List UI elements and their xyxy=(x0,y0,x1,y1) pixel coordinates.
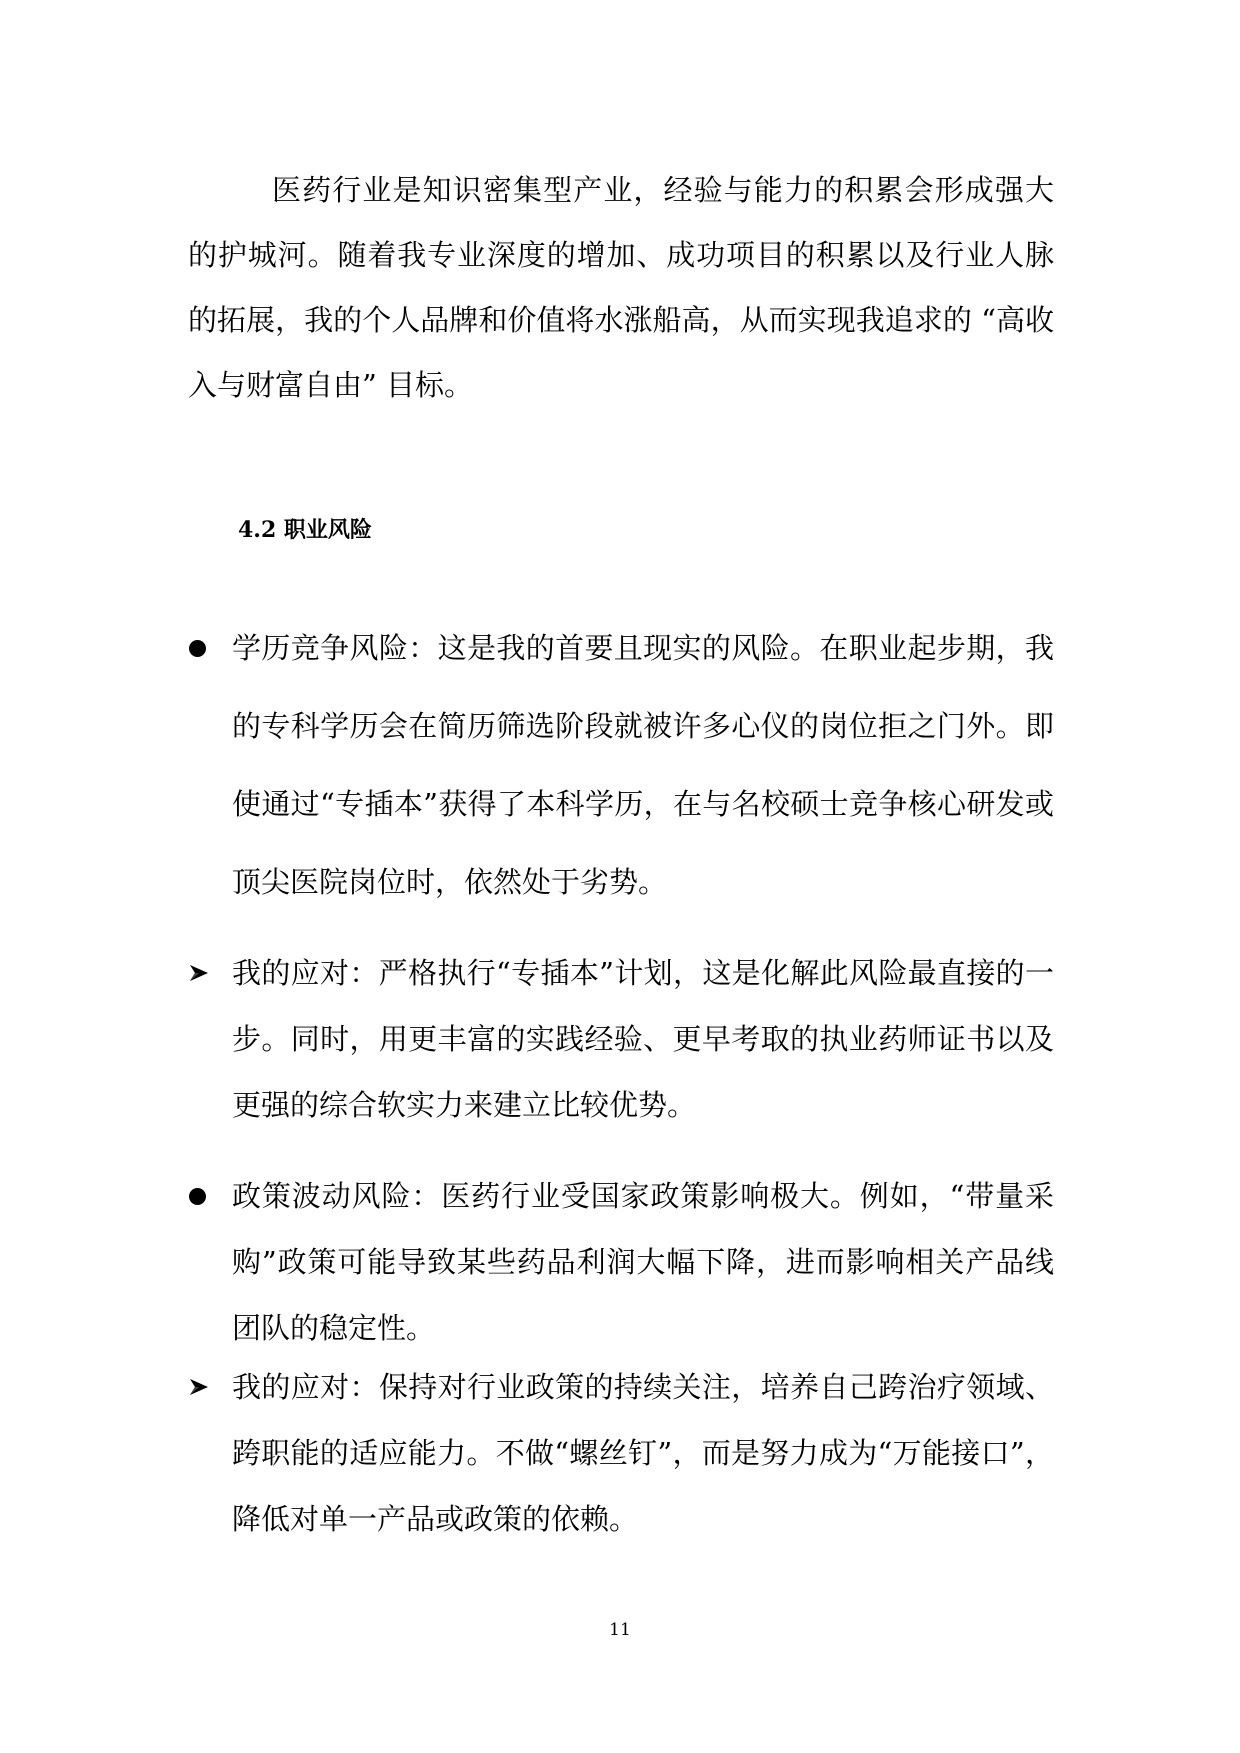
page-number: 11 xyxy=(609,1620,631,1640)
list-item-text: 学历竞争风险：这是我的首要且现实的风险。在职业起步期，我的专科学历会在简历筛选阶段就被许多心仪的岗位拒之门外。即使通过“专插本”获得了本科学历，在与名校硕士竞争核心研发或顶尖医院岗位时，依然处于劣势。 xyxy=(232,631,1054,899)
list-item-text: 政策波动风险：医药行业受国家政策影响极大。例如，“带量采购”政策可能导致某些药品利润大幅下降，进而影响相关产品线团队的稳定性。 xyxy=(232,1179,1054,1345)
list-item-education-response xyxy=(188,940,1054,1138)
list-item-text: 我的应对：严格执行“专插本”计划，这是化解此风险最直接的一步。同时，用更丰富的实践经验、更早考取的执业药师证书以及更强的综合软实力来建立比较优势。 xyxy=(232,956,1054,1122)
bullet-dot-icon xyxy=(188,628,218,668)
arrow-bullet-icon xyxy=(188,953,218,993)
arrow-bullet-icon xyxy=(188,1367,218,1407)
list-item-education-risk xyxy=(188,609,1054,921)
list-item-text: 我的应对：保持对行业政策的持续关注，培养自己跨治疗领域、跨职能的适应能力。不做“螺丝钉”，而是努力成为“万能接口”，降低对单一产品或政策的依赖。 xyxy=(232,1370,1054,1536)
bullet-dot-icon xyxy=(188,1176,218,1216)
intro-paragraph: 医药行业是知识密集型产业，经验与能力的积累会形成强大的护城河。随着我专业深度的增加、成功项目的积累以及行业人脉的拓展，我的个人品牌和价值将水涨船高，从而实现我追求的 “高收入与财富自由” 目标。 xyxy=(188,173,1054,402)
section-heading: 4.2 职业风险 xyxy=(238,517,372,543)
list-item-policy-risk xyxy=(188,1163,1054,1361)
list-item-policy-response xyxy=(188,1354,1054,1552)
